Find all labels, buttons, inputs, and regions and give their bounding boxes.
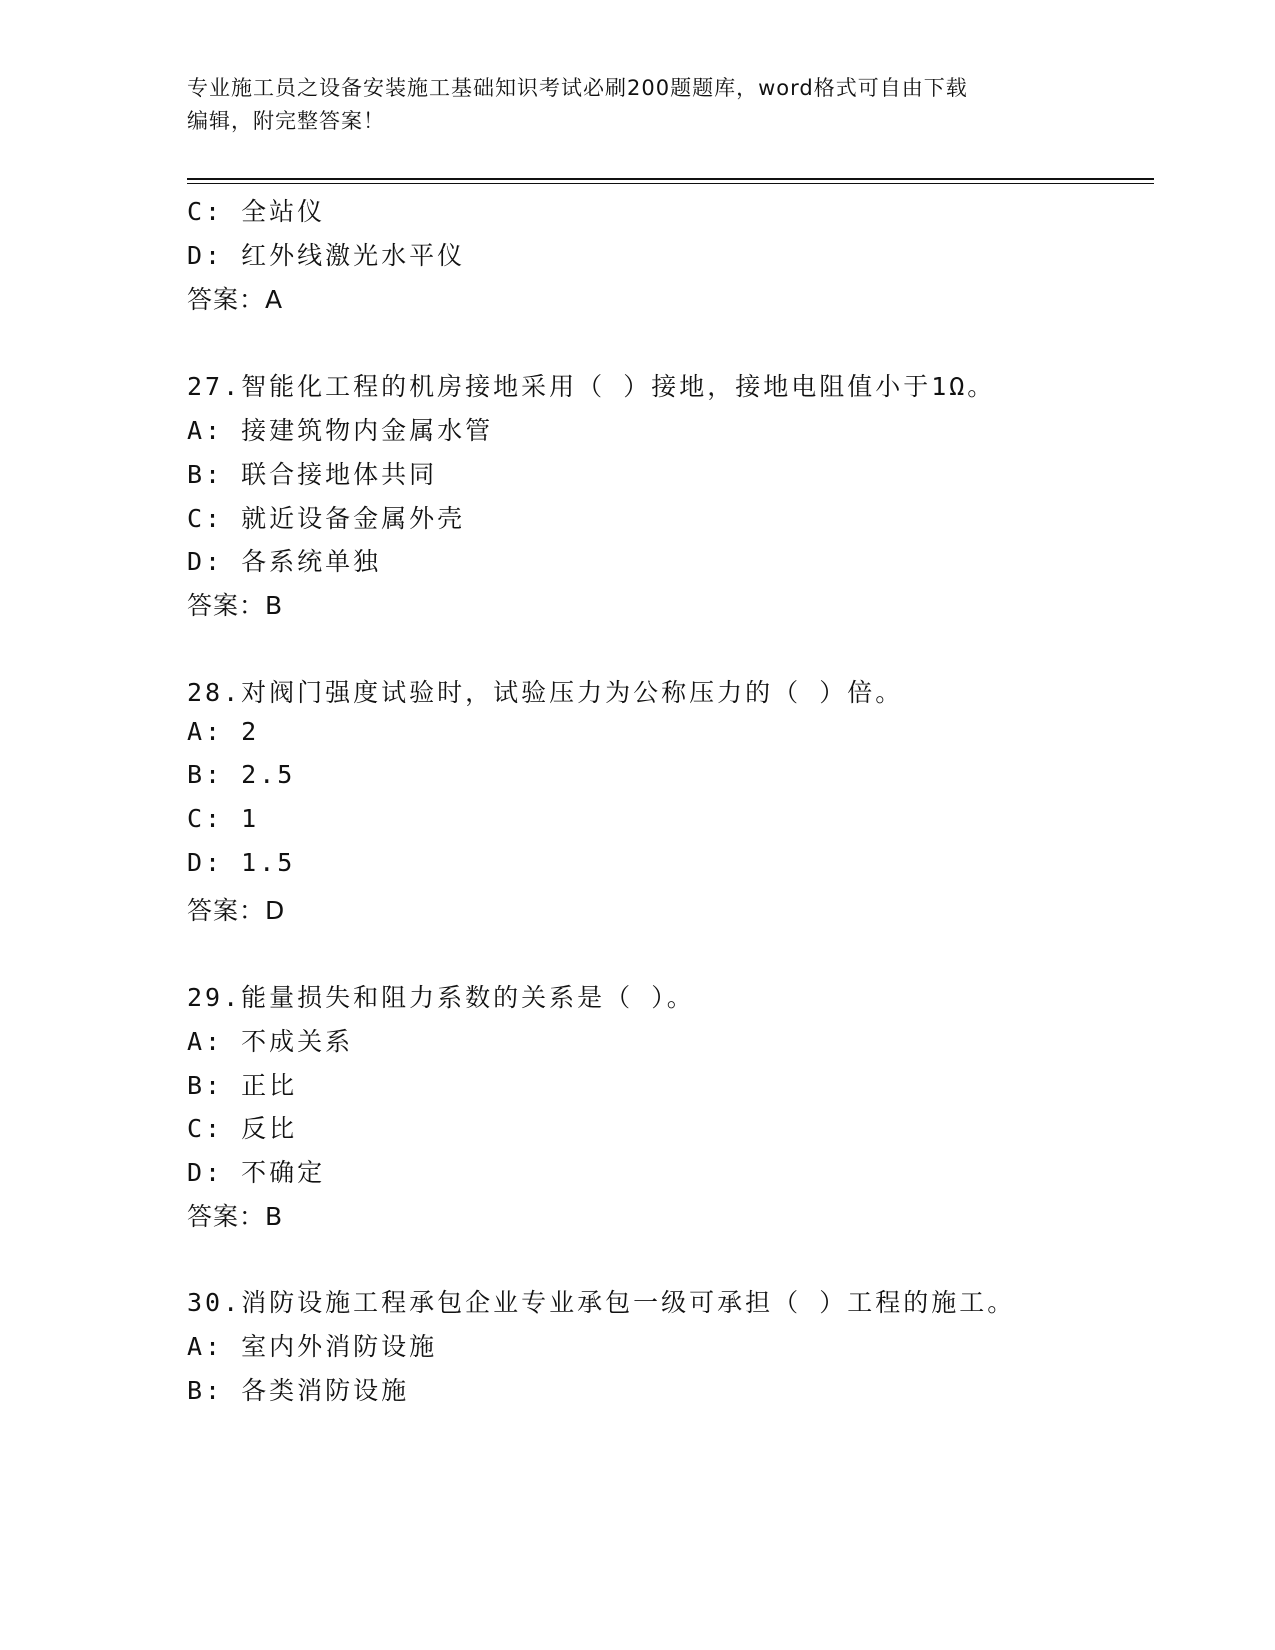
header-divider-thick [187,178,1154,180]
q30-option-b: B: 各类消防设施 [187,1376,410,1405]
q28-answer: 答案：D [187,896,286,925]
header-divider-thin [187,183,1154,184]
prev-option-d: D: 红外线激光水平仪 [187,241,466,270]
document-header [187,72,1087,138]
q29-option-d: D: 不确定 [187,1158,326,1187]
q27-stem: 27.智能化工程的机房接地采用（ ）接地，接地电阻值小于1Ω。 [187,372,996,401]
q27-answer: 答案：B [187,591,284,620]
q27-option-d: D: 各系统单独 [187,547,382,576]
q28-option-c: C: 1 [187,804,260,833]
q30-option-a: A: 室内外消防设施 [187,1332,438,1361]
q27-option-a: A: 接建筑物内金属水管 [187,416,494,445]
q28-option-b: B: 2.5 [187,760,296,789]
q30-stem: 30.消防设施工程承包企业专业承包一级可承担（ ）工程的施工。 [187,1288,1016,1317]
q28-option-a: A: 2 [187,717,260,746]
q27-option-c: C: 就近设备金属外壳 [187,504,466,533]
q29-stem: 29.能量损失和阻力系数的关系是（ ）。 [187,983,695,1012]
q29-answer: 答案：B [187,1202,284,1231]
header-line-1: 专业施工员之设备安装施工基础知识考试必刷200题题库，word格式可自由下载 [187,76,968,100]
prev-answer: 答案：A [187,285,284,314]
q29-option-a: A: 不成关系 [187,1027,354,1056]
q28-option-d: D: 1.5 [187,848,296,877]
prev-option-c: C: 全站仪 [187,197,326,226]
q29-option-c: C: 反比 [187,1114,298,1143]
q29-option-b: B: 正比 [187,1071,298,1100]
q28-stem: 28.对阀门强度试验时，试验压力为公称压力的（ ）倍。 [187,678,904,707]
q27-option-b: B: 联合接地体共同 [187,460,438,489]
header-line-2: 编辑，附完整答案！ [187,109,385,133]
